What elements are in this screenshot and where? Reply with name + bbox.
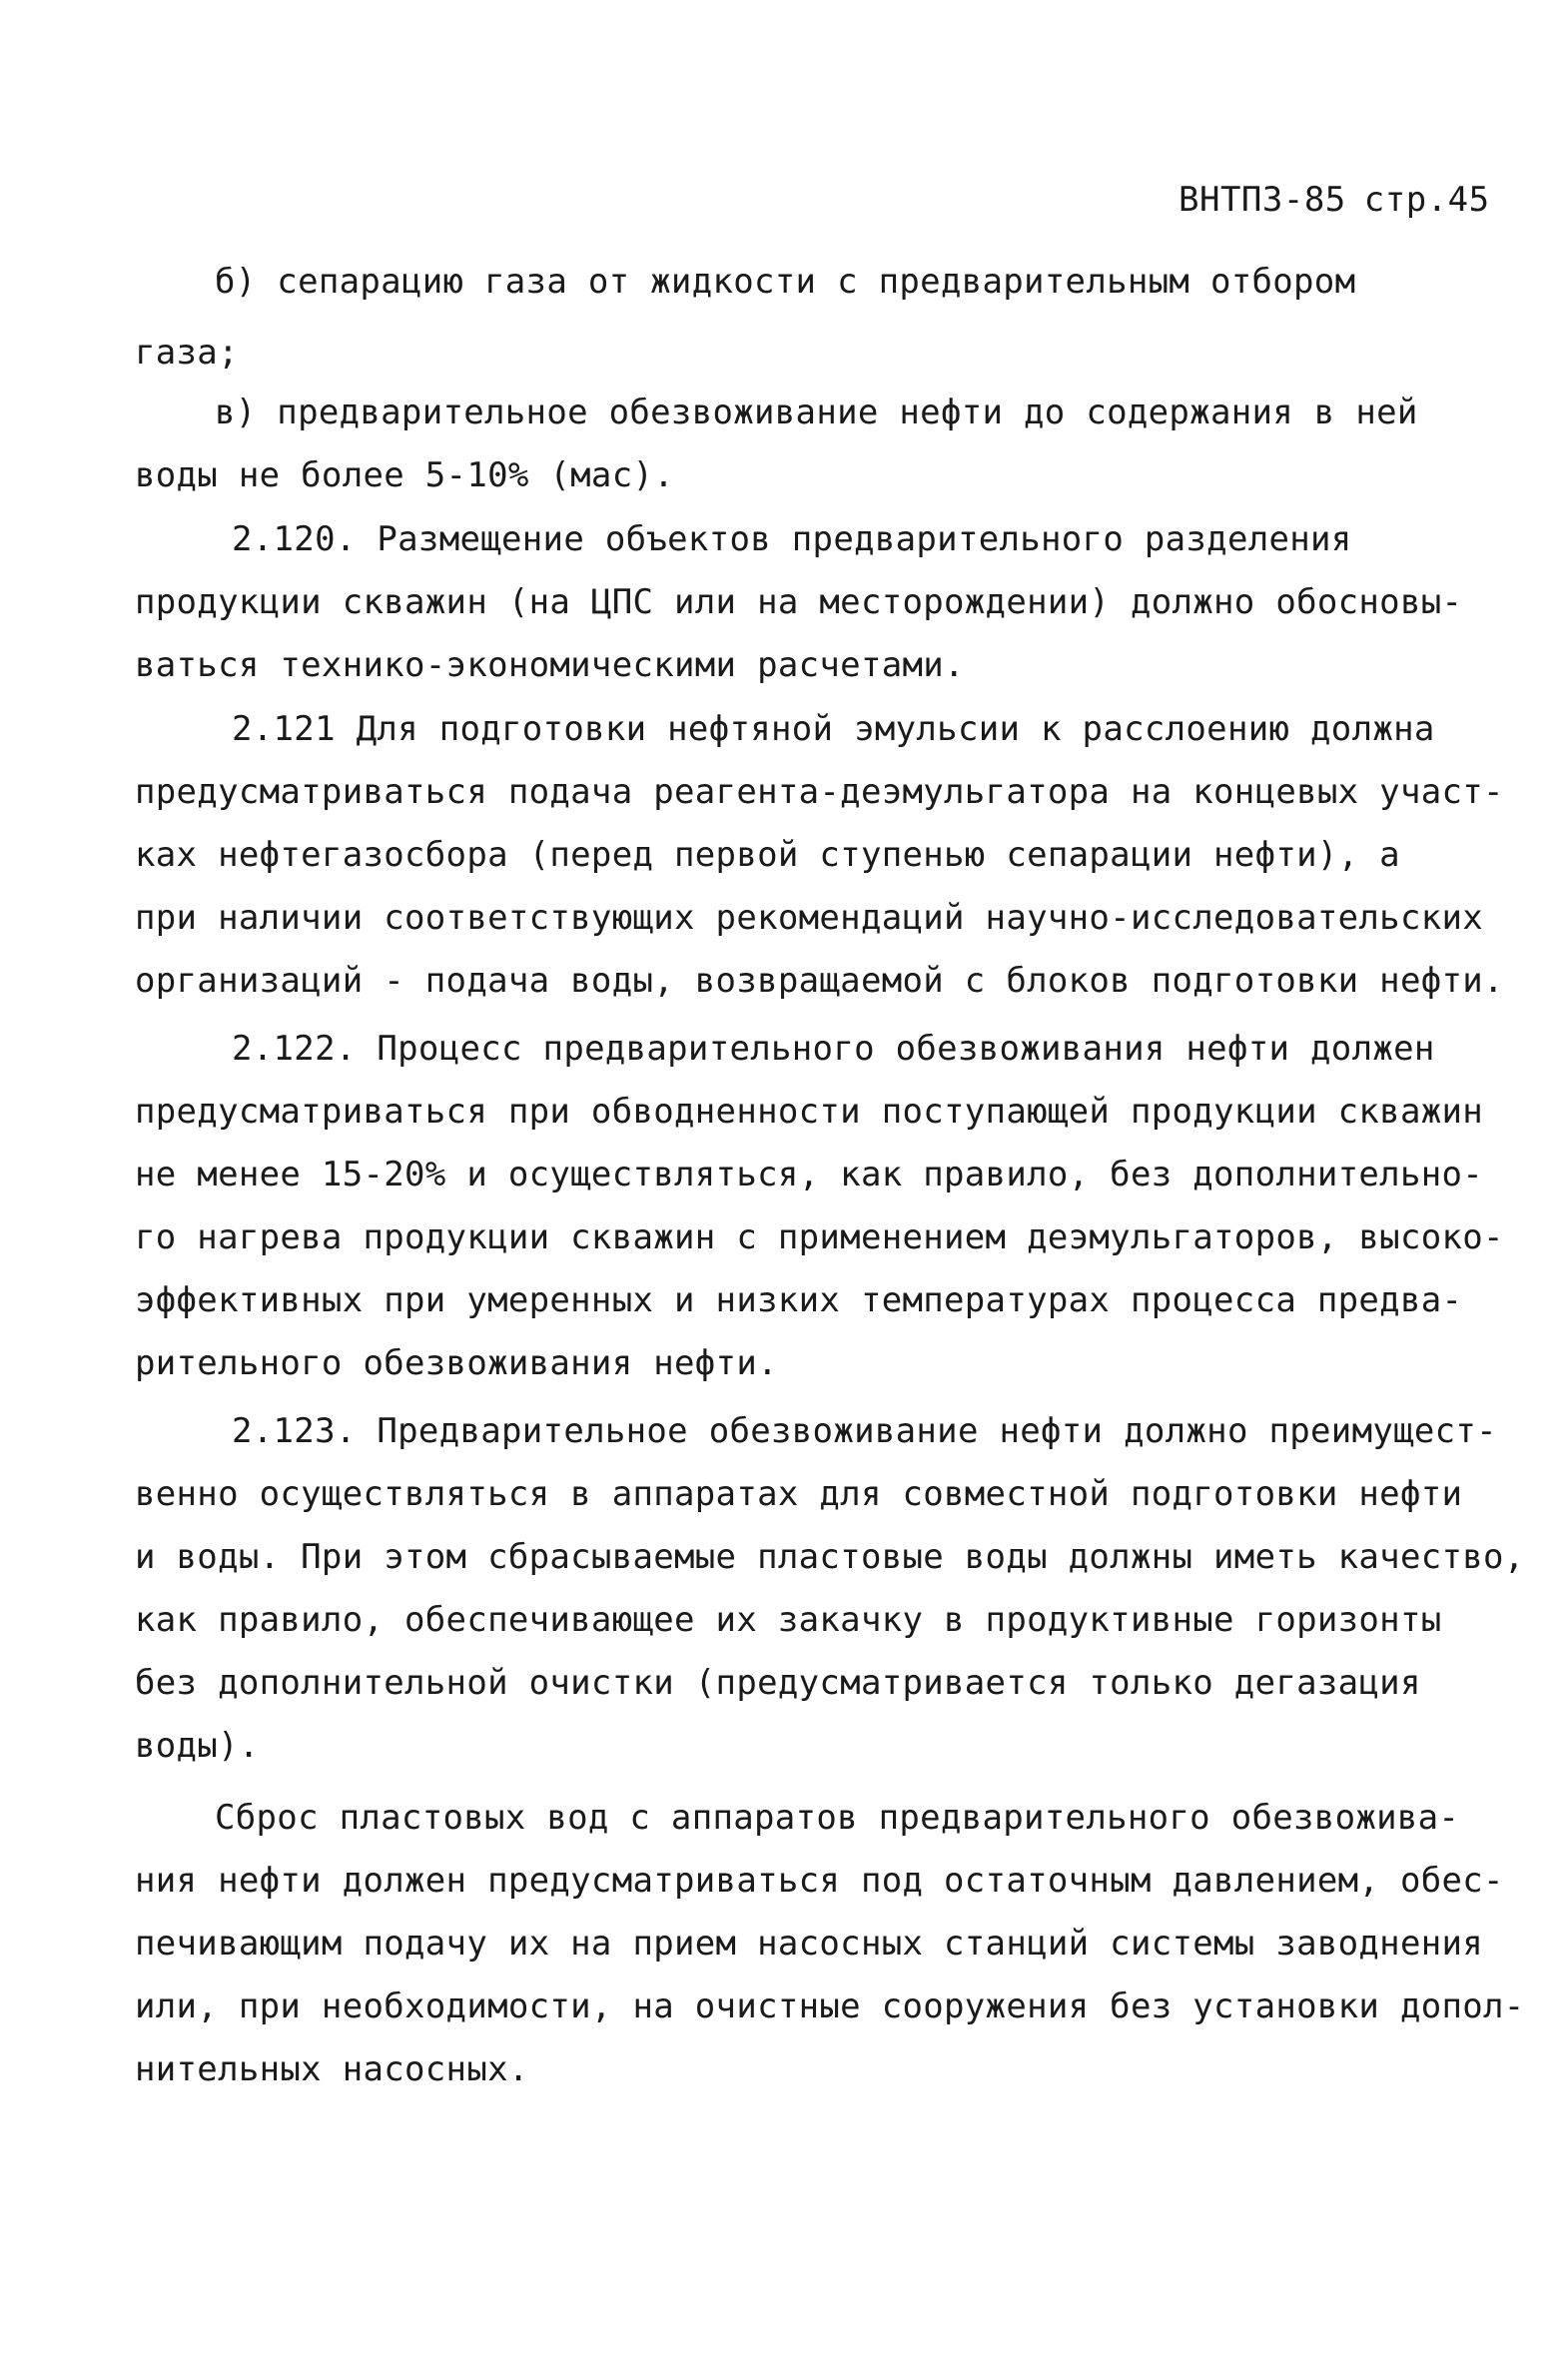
text-line: печивающим подачу их на прием насосных станций системы заводнения — [135, 1924, 1484, 1964]
text-line: при наличии соответствующих рекомендаций научно-исследовательских — [135, 898, 1484, 938]
text-line: в) предварительное обезвоживание нефти до содержания в ней — [215, 393, 1418, 432]
text-line: 2.123. Предварительное обезвоживание нефти должно преимущест- — [232, 1411, 1497, 1451]
text-line: не менее 15-20% и осуществляться, как правило, без дополнительно- — [135, 1155, 1484, 1194]
text-line: ках нефтегазосбора (перед первой ступенью сепарации нефти), а — [135, 835, 1400, 875]
text-line: или, при необходимости, на очистные сооружения без установки допол- — [135, 1986, 1525, 2026]
text-line: 2.122. Процесс предварительного обезвоживания нефти должен — [232, 1029, 1435, 1069]
text-line: предусматриваться при обводненности поступающей продукции скважин — [135, 1092, 1484, 1132]
text-line: предусматриваться подача реагента-деэмульгатора на концевых участ- — [135, 772, 1504, 812]
text-line: ния нефти должен предусматриваться под остаточным давлением, обес- — [135, 1861, 1504, 1901]
text-line: Сброс пластовых вод с аппаратов предварительного обезвожива- — [215, 1798, 1460, 1838]
text-line: как правило, обеспечивающее их закачку в продуктивные горизонты — [135, 1600, 1442, 1640]
text-line: воды не более 5-10% (мас). — [135, 455, 675, 495]
text-line: организаций - подача воды, возвращаемой с блоков подготовки нефти. — [135, 961, 1504, 1001]
doc-code: ВНТП3-85 — [1178, 180, 1346, 220]
text-line: венно осуществляться в аппаратах для совместной подготовки нефти — [135, 1474, 1463, 1514]
text-line: продукции скважин (на ЦПС или на месторождении) должно обосновы- — [135, 582, 1463, 622]
text-line: рительного обезвоживания нефти. — [135, 1343, 778, 1383]
text-line: без дополнительной очистки (предусматривается только дегазация — [135, 1663, 1421, 1703]
text-line: эффективных при умеренных и низких температурах процесса предва- — [135, 1280, 1463, 1320]
text-line: нительных насосных. — [135, 2049, 529, 2089]
text-line: го нагрева продукции скважин с применением деэмульгаторов, высоко- — [135, 1217, 1504, 1257]
text-line: и воды. При этом сбрасываемые пластовые воды должны иметь качество, — [135, 1537, 1525, 1577]
text-line: 2.121 Для подготовки нефтяной эмульсии к расслоению должна — [232, 709, 1435, 749]
text-line: газа; — [135, 333, 239, 373]
text-line: воды). — [135, 1726, 260, 1766]
page-header — [1178, 180, 1490, 220]
text-line: ваться технико-экономическими расчетами. — [135, 645, 965, 685]
text-line: 2.120. Размещение объектов предварительного разделения — [232, 519, 1352, 559]
page-number: стр.45 — [1363, 180, 1490, 220]
text-line: б) сепарацию газа от жидкости с предварительным отбором — [215, 262, 1356, 302]
